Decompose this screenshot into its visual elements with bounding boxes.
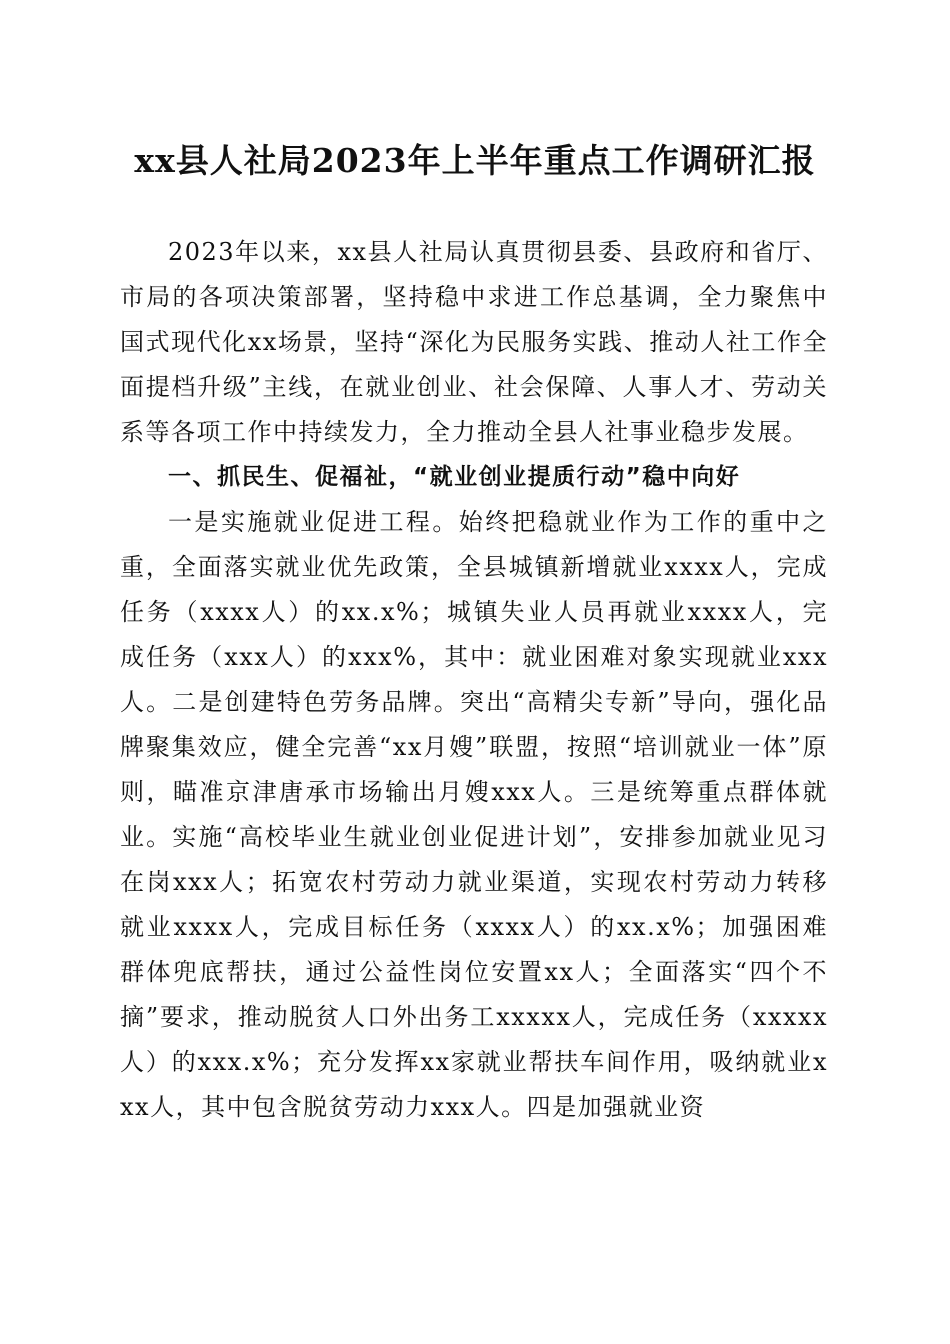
- document-title: xx县人社局2023年上半年重点工作调研汇报: [134, 141, 816, 180]
- document-body: [120, 230, 828, 1130]
- section-1-paragraph: 一是实施就业促进工程。始终把稳就业作为工作的重中之重，全面落实就业优先政策，全县城镇新增就业xxxx人，完成任务（xxxx人）的xx.x%；城镇失业人员再就业xxxx人，完成任务（xxx人）的xxx%，其中：就业困难对象实现就业xxx人。二是创建特色劳务品牌。突出“高精尖专新”导向，强化品牌聚集效应，健全完善“xx月嫂”联盟，按照“培训就业一体”原则，瞄准京津唐承市场输出月嫂xxx人。三是统筹重点群体就业。实施“高校毕业生就业创业促进计划”，安排参加就业见习在岗xxx人；拓宽农村劳动力就业渠道，实现农村劳动力转移就业xxxx人，完成目标任务（xxxx人）的xx.x%；加强困难群体兜底帮扶，通过公益性岗位安置xx人；全面落实“四个不摘”要求，推动脱贫人口外出务工xxxxx人，完成任务（xxxxx人）的xxx.x%；充分发挥xx家就业帮扶车间作用，吸纳就业xxx人，其中包含脱贫劳动力xxx人。四是加强就业资: [120, 508, 828, 1121]
- intro-paragraph: 2023年以来，xx县人社局认真贯彻县委、县政府和省厅、市局的各项决策部署，坚持稳中求进工作总基调，全力聚焦中国式现代化xx场景，坚持“深化为民服务实践、推动人社工作全面提档升级”主线，在就业创业、社会保障、人事人才、劳动关系等各项工作中持续发力，全力推动全县人社事业稳步发展。: [120, 238, 828, 446]
- section-heading-1: 一、抓民生、促福祉，“就业创业提质行动”稳中向好: [168, 464, 741, 490]
